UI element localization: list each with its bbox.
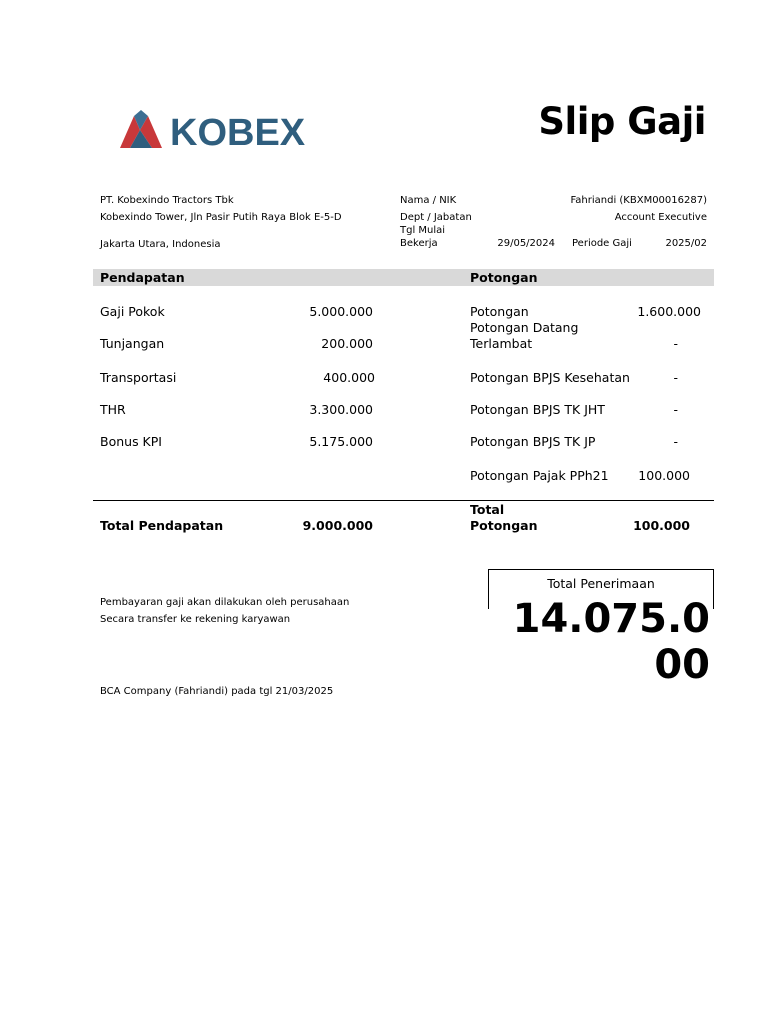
deduction-value: - (673, 402, 678, 417)
deduction-label: Potongan BPJS TK JHT (470, 402, 605, 417)
deduction-label: Potongan Pajak PPh21 (470, 468, 609, 483)
deduction-label: Potongan BPJS TK JP (470, 434, 596, 449)
income-value: 3.300.000 (309, 402, 373, 417)
start-label-1: Tgl Mulai (400, 225, 446, 236)
net-box-border-right (713, 569, 714, 609)
net-total-value: 14.075.000 (512, 596, 710, 688)
company-address-1: Kobexindo Tower, Jln Pasir Putih Raya Blok E-5-D (100, 212, 342, 223)
deduction-value: - (673, 336, 678, 351)
deductions-header: Potongan (470, 270, 538, 285)
name-label: Nama / NIK (400, 195, 457, 206)
name-value: Fahriandi (KBXM00016287) (570, 195, 707, 206)
company-name: PT. Kobexindo Tractors Tbk (100, 195, 234, 206)
income-label: THR (100, 402, 126, 417)
income-header: Pendapatan (100, 270, 185, 285)
deduction-label: Terlambat (470, 336, 533, 351)
total-deductions-value: 100.000 (633, 518, 690, 533)
dept-value: Account Executive (614, 212, 707, 223)
deduction-value: 100.000 (638, 468, 690, 483)
start-value: 29/05/2024 (497, 238, 555, 249)
income-value: 5.175.000 (309, 434, 373, 449)
income-label: Transportasi (100, 370, 177, 385)
total-income-label: Total Pendapatan (100, 518, 224, 533)
totals-divider (93, 500, 714, 501)
total-income-value: 9.000.000 (302, 518, 373, 533)
logo-wordmark: KOBEX (170, 112, 306, 152)
deduction-value: 1.600.000 (637, 304, 701, 319)
company-address-2: Jakarta Utara, Indonesia (100, 239, 221, 250)
period-label: Periode Gaji (572, 238, 632, 249)
total-deductions-label-2: Potongan (470, 518, 538, 533)
payment-note-1: Pembayaran gaji akan dilakukan oleh perusahaan (100, 597, 350, 608)
section-header-bar (93, 269, 714, 286)
net-total-label: Total Penerimaan (547, 576, 655, 591)
income-label: Gaji Pokok (100, 304, 165, 319)
company-logo (118, 108, 318, 152)
payment-note-3: BCA Company (Fahriandi) pada tgl 21/03/2025 (100, 686, 334, 697)
dept-label: Dept / Jabatan (400, 212, 472, 223)
payment-note-2: Secara transfer ke rekening karyawan (100, 614, 291, 625)
deduction-label: Potongan BPJS Kesehatan (470, 370, 630, 385)
deduction-value: - (673, 370, 678, 385)
income-value: 400.000 (323, 370, 375, 385)
income-label: Tunjangan (100, 336, 165, 351)
net-box-border-top (488, 569, 714, 570)
total-deductions-label-1: Total (470, 502, 505, 517)
deduction-label: Potongan Datang (470, 320, 579, 335)
deduction-label: Potongan (470, 304, 529, 319)
period-value: 2025/02 (665, 238, 707, 249)
page-title: Slip Gaji (538, 100, 706, 143)
income-value: 200.000 (321, 336, 373, 351)
income-label: Bonus KPI (100, 434, 162, 449)
deduction-value: - (673, 434, 678, 449)
income-value: 5.000.000 (309, 304, 373, 319)
start-label-2: Bekerja (400, 238, 438, 249)
